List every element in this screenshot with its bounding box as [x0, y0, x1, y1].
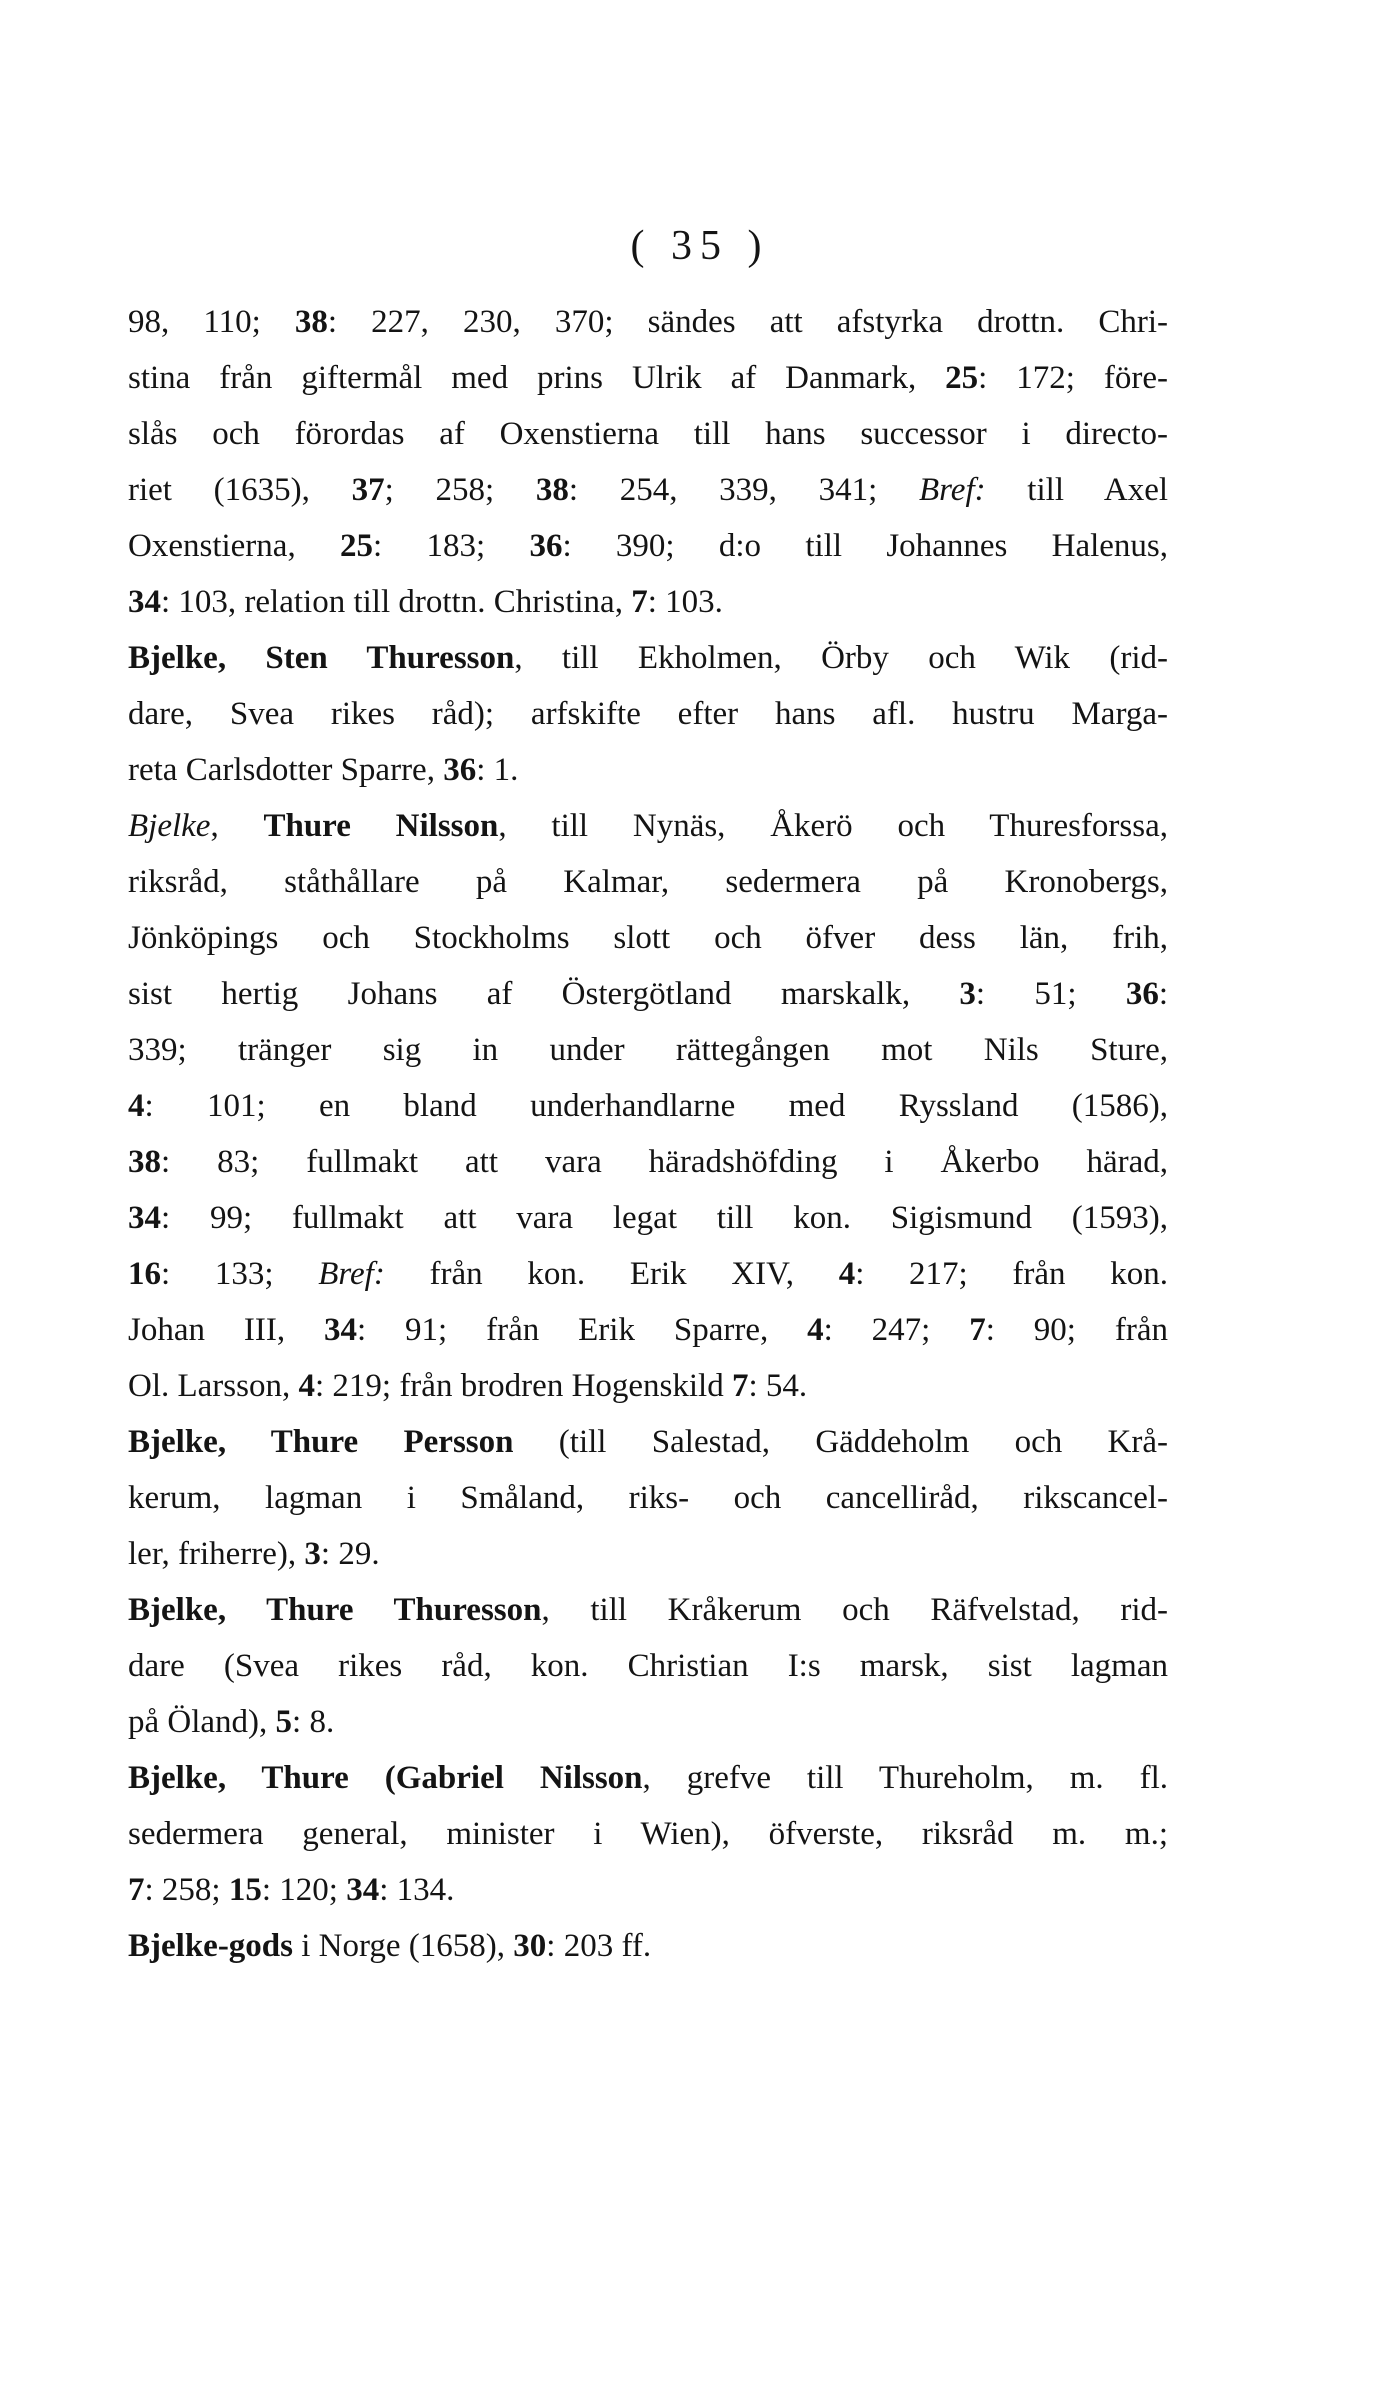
text-line: 339; tränger sig in under rättegången mot Nils Sture,	[128, 1032, 1168, 1068]
text-line: kerum, lagman i Småland, riks- och cancelliråd, rikscancel-	[128, 1480, 1168, 1516]
text-line: riksråd, ståthållare på Kalmar, sedermera på Kronobergs,	[128, 864, 1168, 900]
text-line: 38: 83; fullmakt att vara häradshöfding i Åkerbo härad,	[128, 1144, 1168, 1180]
entry-heading-line: Bjelke, Thure (Gabriel Nilsson, grefve till Thureholm, m. fl.	[128, 1760, 1168, 1796]
entry-heading-line: Bjelke, Thure Persson (till Salestad, Gäddeholm och Krå-	[128, 1424, 1169, 1460]
text-line: dare (Svea rikes råd, kon. Christian I:s marsk, sist lagman	[128, 1648, 1168, 1684]
text-line: på Öland), 5: 8.	[128, 1704, 335, 1740]
entry-heading-line: Bjelke, Thure Nilsson, till Nynäs, Åkerö och Thuresforssa,	[128, 808, 1168, 844]
text-line: 34: 99; fullmakt att vara legat till kon. Sigismund (1593),	[128, 1200, 1168, 1236]
text-line: 7: 258; 15: 120; 34: 134.	[128, 1872, 455, 1908]
text-line: ler, friherre), 3: 29.	[128, 1536, 380, 1572]
text-line: Jönköpings och Stockholms slott och öfver dess län, frih,	[128, 920, 1168, 956]
entry-heading-line: Bjelke, Sten Thuresson, till Ekholmen, Örby och Wik (rid-	[128, 640, 1168, 676]
text-line: reta Carlsdotter Sparre, 36: 1.	[128, 752, 519, 788]
text-line: dare, Svea rikes råd); arfskifte efter hans afl. hustru Marga-	[128, 696, 1168, 732]
text-line: 98, 110; 38: 227, 230, 370; sändes att afstyrka drottn. Chri-	[128, 304, 1168, 340]
entry-heading-line: Bjelke, Thure Thuresson, till Kråkerum och Räfvelstad, rid-	[128, 1592, 1168, 1628]
text-line: sist hertig Johans af Östergötland marskalk, 3: 51; 36:	[128, 976, 1168, 1012]
text-line: Ol. Larsson, 4: 219; från brodren Hogenskild 7: 54.	[128, 1368, 808, 1404]
text-line: Oxenstierna, 25: 183; 36: 390; d:o till Johannes Halenus,	[128, 528, 1169, 564]
page-number: ( 35 )	[630, 223, 770, 269]
text-line: stina från giftermål med prins Ulrik af Danmark, 25: 172; före-	[128, 360, 1168, 396]
text-line: 4: 101; en bland underhandlarne med Ryssland (1586),	[128, 1088, 1168, 1124]
text-line: slås och förordas af Oxenstierna till hans successor i directo-	[128, 416, 1168, 452]
entry-heading-line: Bjelke-gods i Norge (1658), 30: 203 ff.	[128, 1928, 652, 1964]
text-line: 16: 133; Bref: från kon. Erik XIV, 4: 217; från kon.	[128, 1256, 1168, 1292]
text-line: 34: 103, relation till drottn. Christina, 7: 103.	[128, 584, 723, 620]
text-line: riet (1635), 37; 258; 38: 254, 339, 341; Bref: till Axel	[128, 472, 1169, 508]
text-line: sedermera general, minister i Wien), öfverste, riksråd m. m.;	[128, 1816, 1168, 1852]
text-line: Johan III, 34: 91; från Erik Sparre, 4: 247; 7: 90; från	[128, 1312, 1168, 1348]
